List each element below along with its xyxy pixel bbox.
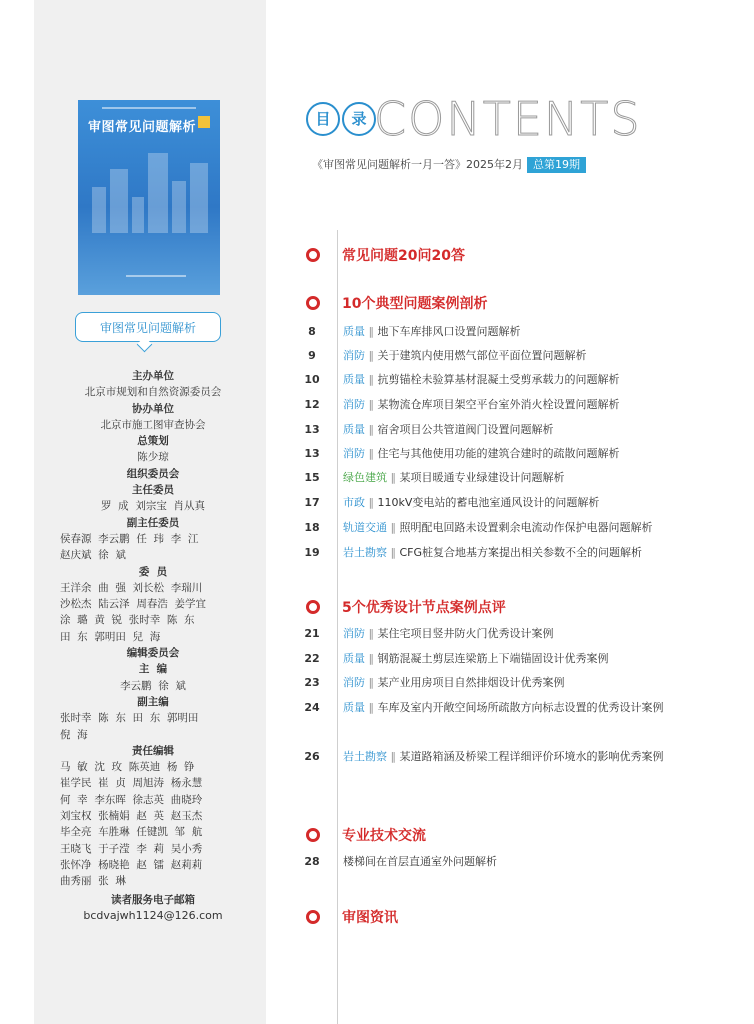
entry-category: 市政	[343, 496, 365, 509]
entry-text	[343, 745, 675, 769]
entry-text	[343, 368, 675, 392]
issue-line	[312, 156, 586, 173]
entry-category: 消防	[343, 398, 365, 411]
email-value[interactable]: bcdvajwh1124@126.com	[83, 908, 223, 922]
deputy-line: 倪 海	[60, 728, 88, 741]
entry-title: CFG桩复合地基方案提出相关参数不全的问题解析	[399, 546, 643, 559]
cover-building	[110, 169, 128, 233]
entry-title: 车库及室内开敞空间场所疏散方向标志设置的优秀设计案例	[377, 701, 664, 714]
entry-separator: ‖	[368, 349, 374, 362]
entry-title: 某产业用房项目自然排烟设计优秀案例	[377, 676, 565, 689]
contents-word: CONTENTS	[374, 92, 642, 146]
entry-page-number: 10	[304, 373, 320, 386]
cover-decor-line	[102, 107, 196, 109]
section-bullet-icon	[306, 296, 320, 310]
member-line: 王洋余 曲 强 刘长松 李瑞川	[60, 581, 203, 594]
entry-page-number: 12	[304, 398, 320, 411]
entry-category: 岩土勘察	[343, 546, 387, 559]
entry-category: 质量	[343, 701, 365, 714]
toc-vertical-line	[337, 230, 338, 1024]
entry-text	[343, 393, 675, 417]
vice-line: 侯春源 李云鹏 任 玮 李 江	[60, 532, 199, 545]
entry-category: 绿色建筑	[343, 471, 387, 484]
entry-separator: ‖	[368, 701, 374, 714]
entry-category: 消防	[343, 627, 365, 640]
entry-category: 质量	[343, 325, 365, 338]
entry-separator: ‖	[368, 496, 374, 509]
editors-line: 马 敏 沈 玫 陈英迪 杨 铮	[60, 761, 195, 774]
toc-section[interactable]	[306, 244, 465, 265]
entry-separator: ‖	[368, 652, 374, 665]
editors-line: 何 幸 李东晖 徐志英 曲晓玲	[60, 793, 203, 806]
section-title: 10个典型问题案例剖析	[342, 295, 488, 312]
entry-page-number: 9	[308, 349, 316, 362]
entry-title: 某物流仓库项目架空平台室外消火栓设置问题解析	[377, 398, 620, 411]
member-line: 沙松杰 陆云泽 周春浩 姜学宜	[60, 598, 207, 611]
cover-building	[132, 197, 144, 233]
cover-badge	[198, 116, 210, 128]
issue-badge: 总第19期	[527, 157, 586, 173]
entry-title: 地下车库排风口设置问题解析	[377, 325, 521, 338]
entry-separator: ‖	[390, 546, 396, 559]
mulu-char-2: 录	[342, 102, 376, 136]
editors-line: 崔学民 崔 贞 周旭涛 杨永慧	[60, 777, 203, 790]
toc-section[interactable]	[306, 906, 398, 927]
entry-category: 轨道交通	[343, 521, 387, 534]
credits	[60, 368, 246, 924]
entry-text	[343, 442, 675, 466]
section-bullet-icon	[306, 910, 320, 924]
entry-category: 质量	[343, 373, 365, 386]
entry-separator: ‖	[390, 750, 396, 763]
directors-value: 罗 成 刘宗宝 肖从真	[100, 500, 206, 513]
cover-building	[92, 187, 106, 233]
entry-text	[343, 320, 675, 344]
entry-category: 质量	[343, 423, 365, 436]
entry-text	[343, 541, 675, 565]
entry-title: 某道路箱涵及桥梁工程详细评价环境水的影响优秀案例	[399, 750, 664, 763]
entry-title: 住宅与其他使用功能的建筑合建时的疏散问题解析	[377, 447, 620, 460]
entry-category: 消防	[343, 676, 365, 689]
chief-value: 李云鹏 徐 斌	[120, 679, 186, 692]
cover-title: 审图常见问题解析	[88, 120, 197, 135]
editors-line: 张怀净 杨晓艳 赵 镭 赵莉莉	[60, 858, 203, 871]
entry-separator: ‖	[368, 676, 374, 689]
entry-page-number: 8	[308, 325, 316, 338]
editors-line: 王晓飞 于子滢 李 莉 吴小秀	[60, 842, 203, 855]
section-title: 审图资讯	[342, 909, 398, 926]
section-bullet-icon	[306, 248, 320, 262]
entry-separator: ‖	[368, 398, 374, 411]
entry-page-number: 22	[304, 652, 320, 665]
entry-category: 岩土勘察	[343, 750, 387, 763]
member-line: 田 东 郭明田 兒 海	[60, 630, 161, 643]
entry-page-number: 26	[304, 750, 320, 763]
email-heading: 读者服务电子邮箱	[111, 893, 195, 906]
entry-category: 消防	[343, 447, 365, 460]
director-heading: 主任委员	[132, 484, 174, 497]
issue-text: 《审图常见问题解析一月一答》2025年2月	[312, 158, 523, 171]
entry-separator: ‖	[368, 423, 374, 436]
cover-text-lines	[126, 275, 186, 277]
entry-page-number: 23	[304, 676, 320, 689]
entry-text	[343, 647, 675, 671]
entry-separator: ‖	[368, 325, 374, 338]
entry-title: 抗剪锚栓未验算基材混凝土受剪承载力的问题解析	[377, 373, 620, 386]
section-title: 专业技术交流	[342, 827, 426, 844]
entry-category: 消防	[343, 349, 365, 362]
entry-title: 某住宅项目竖井防火门优秀设计案例	[377, 627, 554, 640]
entry-text	[343, 850, 675, 874]
toc-section[interactable]	[306, 596, 506, 617]
vice-line: 赵庆斌 徐 斌	[60, 549, 126, 562]
editorial-heading: 编辑委员会	[126, 647, 180, 660]
org-heading: 协办单位	[132, 402, 174, 415]
entry-page-number: 19	[304, 546, 320, 559]
entry-title: 楼梯间在首层直通室外问题解析	[343, 855, 497, 868]
entry-separator: ‖	[368, 627, 374, 640]
entry-title: 关于建筑内使用燃气部位平面位置问题解析	[377, 349, 587, 362]
committee-heading: 组织委员会	[126, 467, 180, 480]
entry-text	[343, 466, 675, 490]
entry-page-number: 21	[304, 627, 320, 640]
section-bullet-icon	[306, 828, 320, 842]
org-value: 北京市施工图审查协会	[100, 418, 206, 431]
entry-title: 照明配电回路未设置剩余电流动作保护电器问题解析	[399, 521, 653, 534]
entry-separator: ‖	[368, 373, 374, 386]
entry-text	[343, 671, 675, 695]
planner-value: 陈少琼	[137, 451, 169, 464]
cover-building	[172, 181, 186, 233]
entry-separator: ‖	[390, 521, 396, 534]
section-bullet-icon	[306, 600, 320, 614]
vice-heading: 副主任委员	[126, 516, 180, 529]
section-title: 常见问题20问20答	[342, 247, 465, 264]
editors-heading: 责任编辑	[132, 744, 174, 757]
entry-page-number: 13	[304, 447, 320, 460]
cover-building	[148, 153, 168, 233]
chief-heading: 主 编	[138, 663, 168, 676]
entry-page-number: 24	[304, 701, 320, 714]
host-heading: 主办单位	[132, 370, 174, 382]
mulu-char-1: 目	[306, 102, 340, 136]
entry-separator: ‖	[368, 447, 374, 460]
contents-logo	[306, 92, 642, 146]
entry-page-number: 15	[304, 471, 320, 484]
cover-building	[190, 163, 208, 233]
entry-page-number: 18	[304, 521, 320, 534]
entry-category: 质量	[343, 652, 365, 665]
toc-section[interactable]	[306, 824, 426, 845]
planner-heading: 总策划	[137, 435, 169, 448]
member-heading: 委 员	[138, 565, 168, 578]
entry-title: 宿舍项目公共管道阀门设置问题解析	[377, 423, 554, 436]
entry-text	[343, 696, 675, 720]
entry-separator: ‖	[390, 471, 396, 484]
editors-line: 曲秀丽 张 琳	[60, 875, 126, 888]
entry-page-number: 17	[304, 496, 320, 509]
editors-line: 刘宝权 张楠娟 赵 英 赵玉杰	[60, 810, 203, 823]
entry-text	[343, 344, 675, 368]
host-value: 北京市规划和自然资源委员会	[84, 386, 222, 399]
member-line: 涂 璐 黄 锐 张时幸 陈 东	[60, 614, 195, 627]
entry-title: 某项目暖通专业绿建设计问题解析	[399, 471, 565, 484]
entry-title: 110kV变电站的蓄电池室通风设计的问题解析	[377, 496, 600, 509]
entry-page-number: 28	[304, 855, 320, 868]
entry-text	[343, 418, 675, 442]
section-title: 5个优秀设计节点案例点评	[342, 599, 506, 616]
journal-name-bubble: 审图常见问题解析	[75, 312, 221, 342]
entry-text	[343, 516, 675, 540]
toc-section[interactable]	[306, 292, 487, 313]
cover-image	[78, 100, 220, 295]
entry-text	[343, 491, 675, 515]
deputy-line: 张时幸 陈 东 田 东 郭明田	[60, 712, 199, 725]
deputy-heading: 副主编	[137, 695, 169, 708]
entry-title: 钢筋混凝土剪层连梁筋上下端锚固设计优秀案例	[377, 652, 609, 665]
entry-page-number: 13	[304, 423, 320, 436]
entry-text	[343, 622, 675, 646]
editors-line: 毕全亮 车胜琳 任键凯 邹 航	[60, 826, 203, 839]
